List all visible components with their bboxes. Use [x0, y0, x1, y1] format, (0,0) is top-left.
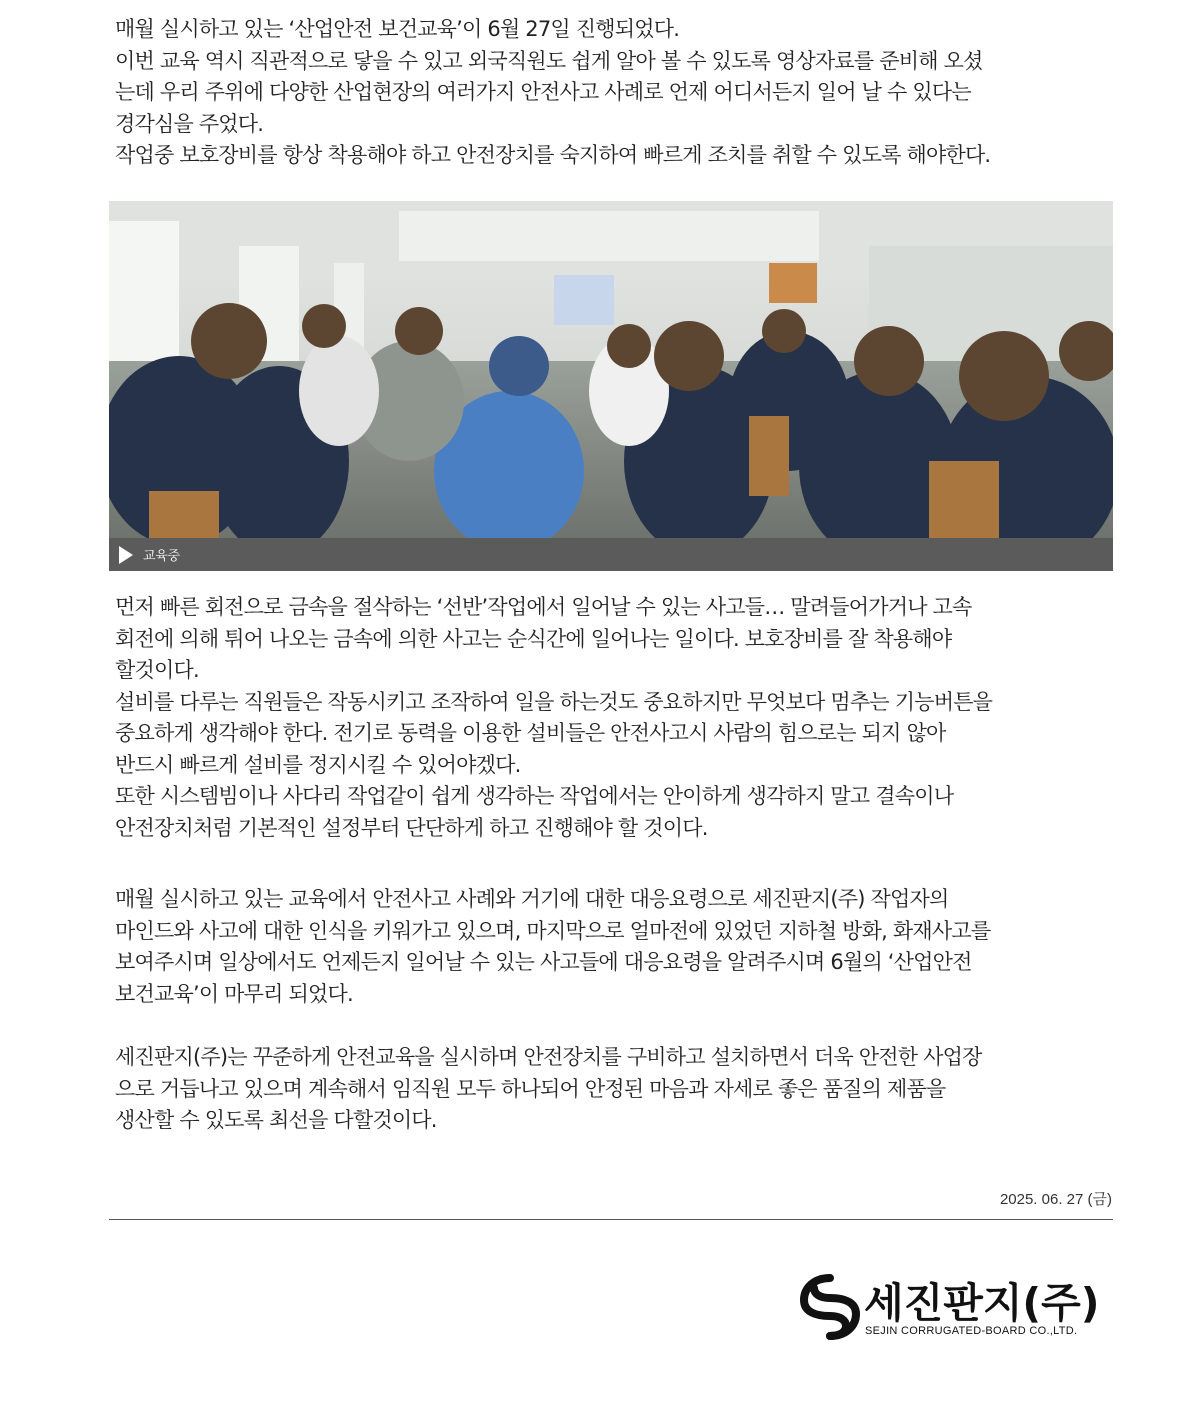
text-line: 매월 실시하고 있는 교육에서 안전사고 사례와 거기에 대한 대응요령으로 세진판지(주) 작업자의	[115, 887, 949, 911]
closing-paragraph	[115, 1042, 1105, 1137]
intro-paragraph	[115, 14, 1105, 172]
text-line: 보건교육’이 마무리 되었다.	[115, 981, 353, 1006]
divider	[109, 1219, 1113, 1220]
text-line: 또한 시스템빔이나 사다리 작업같이 쉽게 생각하는 작업에서는 안이하게 생각하지 말고 결속이나	[115, 784, 954, 808]
summary-paragraph	[115, 884, 1105, 1010]
text-line: 이번 교육 역시 직관적으로 닿을 수 있고 외국직원도 쉽게 알아 볼 수 있도록 영상자료를 준비해 오셨	[115, 48, 983, 73]
text-line: 회전에 의해 튀어 나오는 금속에 의한 사고는 순식간에 일어나는 일이다. 보호장비를 잘 착용해야	[115, 626, 952, 651]
text-line: 먼저 빠른 회전으로 금속을 절삭하는 ‘선반’작업에서 일어날 수 있는 사고들… 말려들어가거나 고속	[115, 595, 972, 619]
text-line: 생산할 수 있도록 최선을 다할것이다.	[115, 1108, 437, 1132]
body-paragraph	[115, 592, 1105, 844]
text-line: 세진판지(주)는 꾸준하게 안전교육을 실시하며 안전장치를 구비하고 설치하면서 더욱 안전한 사업장	[115, 1045, 982, 1069]
training-photo	[109, 201, 1113, 571]
logo-mark-icon	[800, 1274, 860, 1340]
text-line: 중요하게 생각해야 한다. 전기로 동력을 이용한 설비들은 안전사고시 사람의 힘으로는 되지 않아	[115, 721, 946, 745]
play-icon	[119, 546, 133, 564]
text-line: 설비를 다루는 직원들은 작동시키고 조작하여 일을 하는것도 중요하지만 무엇보다 멈추는 기능버튼을	[115, 689, 993, 714]
text-line: 는데 우리 주위에 다양한 산업현장의 여러가지 안전사고 사례로 언제 어디서든지 일어 날 수 있다는	[115, 80, 971, 104]
text-line: 경각심을 주었다.	[115, 111, 264, 136]
text-line: 매월 실시하고 있는 ‘산업안전 보건교육’이 6월 27일 진행되었다.	[115, 17, 680, 41]
logo-name-ko: 세진판지(주)	[864, 1279, 1100, 1327]
company-logo	[800, 1274, 1114, 1342]
photo-caption-bar	[109, 538, 1113, 571]
photo-caption: 교육중	[143, 549, 180, 564]
text-line: 보여주시며 일상에서도 언제든지 일어날 수 있는 사고들에 대응요령을 알려주시며 6월의 ‘산업안전	[115, 950, 972, 974]
text-line: 안전장치처럼 기본적인 설정부터 단단하게 하고 진행해야 할 것이다.	[115, 815, 708, 840]
text-line: 반드시 빠르게 설비를 정지시킬 수 있어야겠다.	[115, 752, 521, 777]
text-line: 마인드와 사고에 대한 인식을 키워가고 있으며, 마지막으로 얼마전에 있었던 지하철 방화, 화재사고를	[115, 918, 991, 943]
logo-name-en: SEJIN CORRUGATED-BOARD CO.,LTD.	[865, 1325, 1078, 1337]
text-line: 으로 거듭나고 있으며 계속해서 임직원 모두 하나되어 안정된 마음과 자세로 좋은 품질의 제품을	[115, 1076, 946, 1101]
text-line: 작업중 보호장비를 항상 착용해야 하고 안전장치를 숙지하여 빠르게 조치를 취할 수 있도록 해야한다.	[115, 143, 991, 167]
text-line: 할것이다.	[115, 658, 199, 682]
training-photo-image	[109, 201, 1113, 538]
post-date: 2025. 06. 27 (금)	[999, 1191, 1112, 1208]
